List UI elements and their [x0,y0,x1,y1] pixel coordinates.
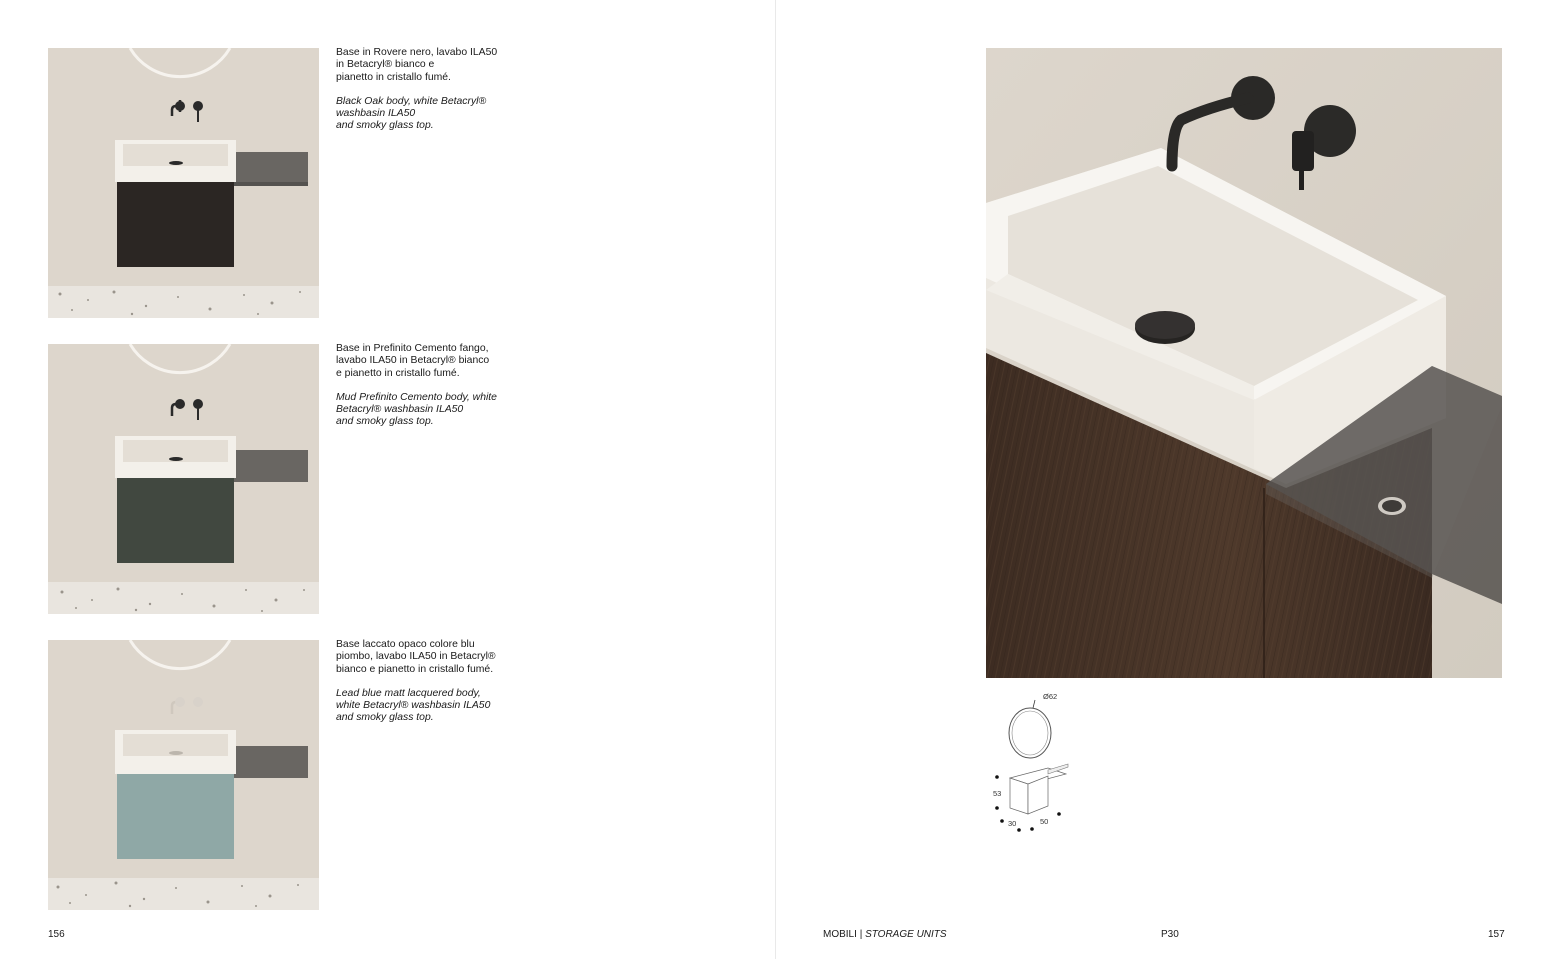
mirror-diameter-label: Ø62 [1043,692,1058,701]
technical-drawing [986,688,1096,838]
section-label: MOBILI [823,929,857,940]
section-separator: | [859,929,863,940]
caption-italian: Base in Rovere nero, lavabo ILA50 in Betacryl® bianco e pianetto in cristallo fumé. [336,47,498,83]
variant-photo-cemento-fango [48,344,319,614]
height-label: 53 [993,789,1002,798]
width-label: 50 [1040,817,1049,826]
section-label-en: STORAGE UNITS [865,929,947,940]
caption-english: Black Oak body, white Betacryl® washbasin ILA50 and smoky glass top. [336,95,487,132]
variant-photo-lead-blue [48,640,319,910]
variant-caption-black-oak [336,47,536,145]
caption-english: Mud Prefinito Cemento body, white Betacryl® washbasin ILA50 and smoky glass top. [336,391,497,428]
spread-divider [775,0,776,959]
footer-section [823,929,947,941]
caption-english: Lead blue matt lacquered body, white Betacryl® washbasin ILA50 and smoky glass top. [336,687,491,724]
left-page-number: 156 [48,929,65,940]
depth-label: 30 [1008,819,1017,828]
hero-photo-washbasin [986,48,1502,678]
variant-caption-lead-blue [336,639,536,737]
variant-caption-cemento-fango [336,343,536,441]
product-code: P30 [1161,929,1179,940]
right-page-number: 157 [1488,929,1505,940]
variant-photo-black-oak [48,48,319,318]
caption-italian: Base in Prefinito Cemento fango, lavabo ILA50 in Betacryl® bianco e pianetto in cristallo fumé. [336,343,490,379]
caption-italian: Base laccato opaco colore blu piombo, lavabo ILA50 in Betacryl® bianco e pianetto in cristallo fumé. [336,639,496,675]
